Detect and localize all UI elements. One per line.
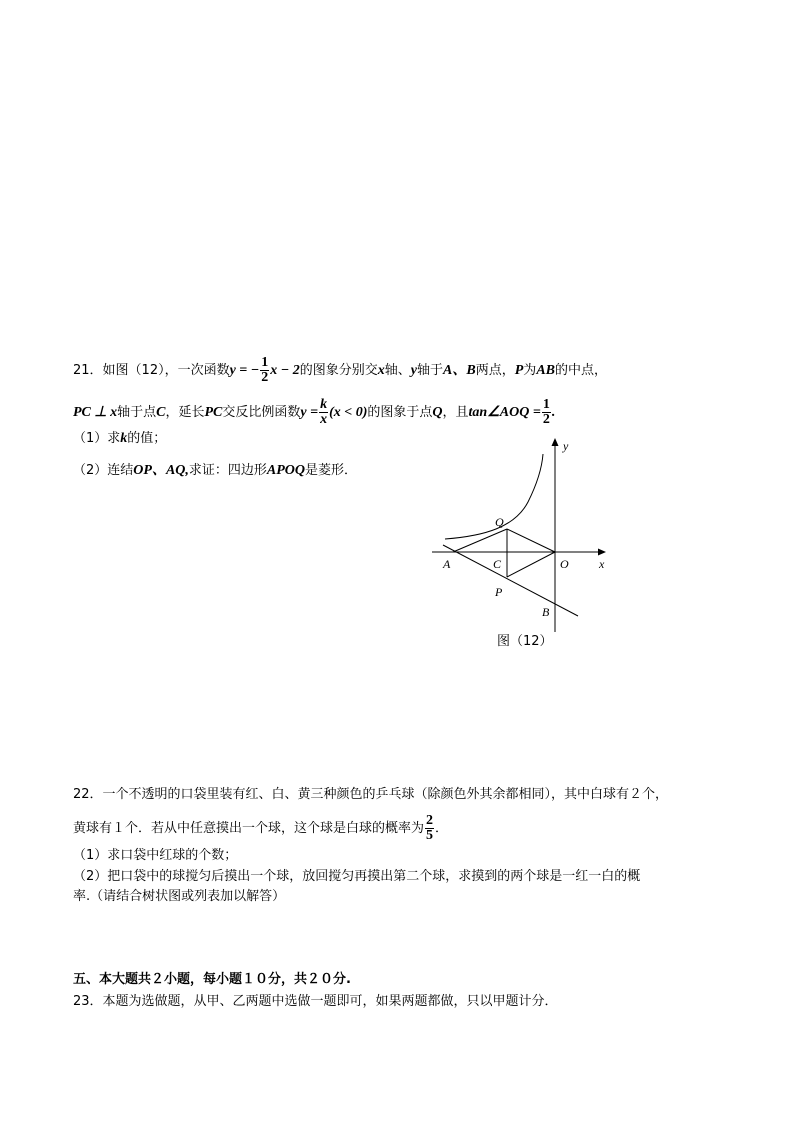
segment-op [507, 552, 555, 577]
label-a: A [443, 557, 451, 571]
figure-caption: 图（12） [497, 634, 553, 649]
q21-eq-rhs: x − 2 [270, 363, 300, 378]
section5-heading: 五、本大题共２小题，每小题１０分，共２０分. [73, 972, 351, 987]
label-x: x [599, 557, 605, 571]
label-o: O [560, 557, 569, 571]
q22-part1: （1）求口袋中红球的个数； [73, 848, 238, 863]
segment-aq [453, 529, 507, 552]
label-p: P [495, 585, 503, 599]
q22-line1: 22．一个不透明的口袋里装有红、白、黄三种颜色的乒乓球（除颜色外其余都相同），其中白球有２个， [73, 787, 669, 802]
q21-part1: （1）求k的值； [73, 431, 167, 446]
line-ab [443, 545, 578, 616]
q21-eq-fraction: $\frac{1}{2}$ [261, 355, 269, 385]
q21-line2: PC ⊥ x轴于点C，延长PC交反比例函数y = $\frac{k}{x}$ (x < 0)的图象于点Q，且tan∠AOQ = $\frac{1}{2}$ . [73, 397, 556, 427]
q22-part2-b: 率.（请结合树状图或列表加以解答） [73, 889, 286, 904]
label-c: C [493, 557, 502, 571]
x-axis-arrow-icon [598, 549, 606, 556]
q21-inverse-fraction: $\frac{k}{x}$ [320, 397, 328, 427]
q21-tan-fraction: $\frac{1}{2}$ [542, 397, 550, 427]
q21-eq-lhs: y = − [229, 363, 260, 378]
q21-tan-expr: tan∠AOQ = [468, 405, 541, 420]
q21-intro: 21．如图（12），一次函数 [73, 363, 230, 378]
q22-part2-a: （2）把口袋中的球搅匀后摸出一个球，放回搅匀再摸出第二个球，求摸到的两个球是一红一白的概 [73, 869, 641, 884]
label-q: Q [495, 515, 504, 529]
q22-probability-fraction: $\frac{2}{5}$ [426, 813, 434, 843]
q21-part2: （2）连结OP、AQ,求证：四边形APOQ是菱形． [73, 463, 358, 478]
q23-text: 23．本题为选做题，从甲、乙两题中选做一题即可，如果两题都做，只以甲题计分． [73, 994, 558, 1009]
figure-12-diagram [425, 432, 625, 632]
segment-qo [507, 529, 555, 552]
q22-line2: 黄球有１个．若从中任意摸出一个球，这个球是白球的概率为 $\frac{2}{5}$ ． [73, 813, 449, 843]
hyperbola-curve [445, 454, 543, 539]
y-axis-arrow-icon [552, 438, 559, 446]
q21-line1: 21．如图（12），一次函数y = − $\frac{1}{2}$ x − 2的图象分别交x轴、y轴于A、B两点，P为AB的中点， [73, 355, 608, 385]
q21-pc-expr: PC ⊥ x [73, 405, 118, 420]
label-b: B [542, 605, 550, 619]
label-y: y [563, 439, 569, 453]
